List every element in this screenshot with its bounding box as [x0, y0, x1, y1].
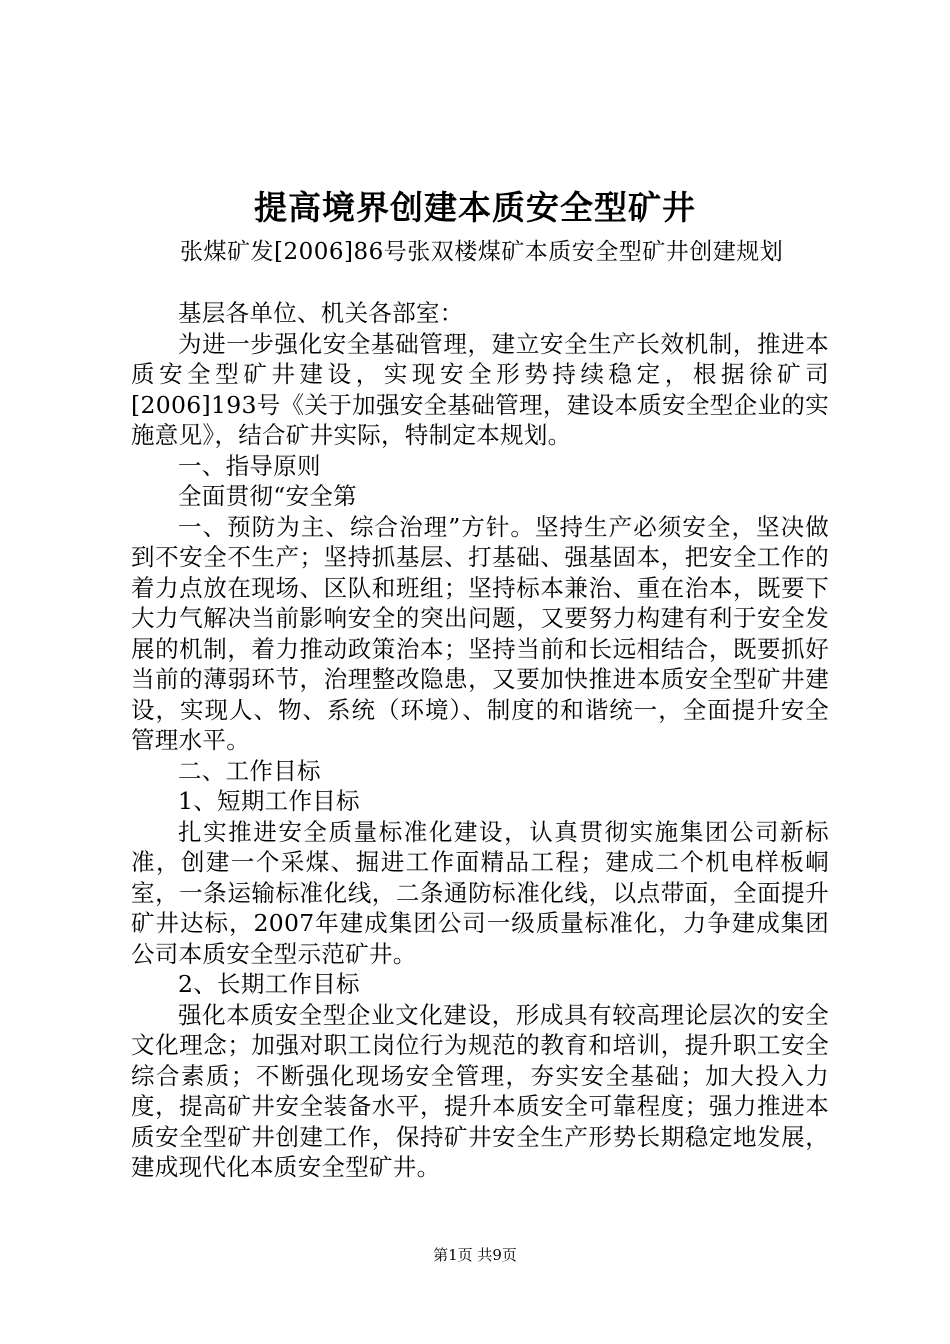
paragraph-short-term-goals: 扎实推进安全质量标准化建设，认真贯彻实施集团公司新标准，创建一个采煤、掘进工作面精品工程；建成二个机电样板峒室，一条运输标准化线，二条通防标准化线，以点带面，全面提升矿井达标，2007年建成集团公司一级质量标准化，力争建成集团公司本质安全型示范矿井。 — [131, 817, 829, 968]
document-subtitle: 张煤矿发[2006]86号张双楼煤矿本质安全型矿井创建规划 — [180, 239, 784, 265]
document-title: 提高境界创建本质安全型矿井 — [254, 188, 696, 227]
page-number-footer: 第1页 共9页 — [433, 1246, 517, 1264]
salutation: 基层各单位、机关各部室： — [178, 299, 464, 327]
section-heading-guiding-principles: 一、指导原则 — [178, 451, 321, 480]
paragraph-principle-lead: 全面贯彻“安全第 — [178, 482, 357, 510]
subheading-long-term-goals: 2、长期工作目标 — [178, 970, 360, 998]
subheading-short-term-goals: 1、短期工作目标 — [178, 787, 360, 815]
section-heading-work-goals: 二、工作目标 — [178, 756, 321, 785]
paragraph-long-term-goals: 强化本质安全型企业文化建设，形成具有较高理论层次的安全文化理念；加强对职工岗位行为规范的教育和培训，提升职工安全综合素质；不断强化现场安全管理，夯实安全基础；加大投入力度，提高矿井安全装备水平，提升本质安全可靠程度；强力推进本质安全型矿井创建工作，保持矿井安全生产形势长期稳定地发展，建成现代化本质安全型矿井。 — [131, 1000, 829, 1181]
paragraph-intro: 为进一步强化安全基础管理，建立安全生产长效机制，推进本质安全型矿井建设，实现安全形势持续稳定，根据徐矿司[2006]193号《关于加强安全基础管理，建设本质安全型企业的实施意见》，结合矿井实际，特制定本规划。 — [131, 329, 829, 449]
document-body — [131, 298, 829, 1183]
paragraph-principle-body: 一、预防为主、综合治理”方针。坚持生产必须安全，坚决做到不安全不生产；坚持抓基层、打基础、强基固本，把安全工作的着力点放在现场、区队和班组；坚持标本兼治、重在治本，既要下大力气解决当前影响安全的突出问题，又要努力构建有利于安全发展的机制，着力推动政策治本；坚持当前和长远相结合，既要抓好当前的薄弱环节，治理整改隐患，又要加快推进本质安全型矿井建设，实现人、物、系统（环境）、制度的和谐统一，全面提升安全管理水平。 — [131, 512, 829, 754]
